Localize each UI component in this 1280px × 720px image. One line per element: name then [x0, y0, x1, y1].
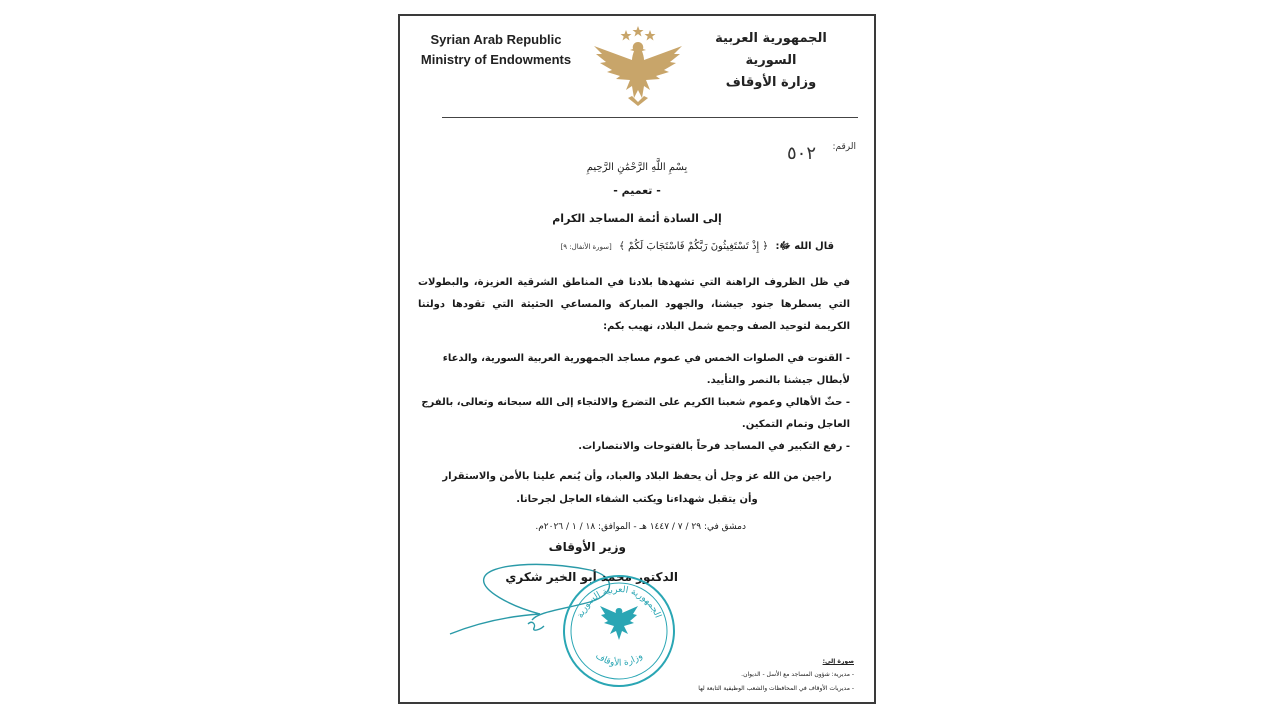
header-divider	[442, 117, 858, 118]
header-en-country: Syrian Arab Republic	[430, 32, 562, 47]
header-english	[416, 30, 576, 70]
addressee: إلى السادة أئمة المساجد الكرام	[552, 212, 722, 225]
verse-intro: قال الله ﷻ:	[775, 241, 834, 252]
minister-title: وزير الأوقاف	[548, 540, 626, 554]
svg-text:وزارة الأوقاف: وزارة الأوقاف	[593, 651, 645, 669]
quran-verse	[414, 240, 834, 254]
basmala: بِسْمِ اللَّهِ الرَّحْمَٰنِ الرَّحِيمِ	[586, 162, 688, 173]
header-ar-country: الجمهورية العربية السورية	[715, 31, 827, 68]
closing-line-1: راجين من الله عز وجل أن يحفظ البلاد والعباد، وأن يُنعم علينا بالأمن والاستقرار	[442, 471, 832, 482]
header-ar-ministry: وزارة الأوقاف	[725, 75, 817, 90]
svg-text:الجمهورية العربية السورية: الجمهورية العربية السورية	[575, 584, 663, 620]
header-en-ministry: Ministry of Endowments	[420, 52, 572, 67]
document-page	[398, 14, 876, 704]
instruction-item-2: - حثّ الأهالي وعموم شعبنا الكريم على التضرع والالتجاء إلى الله سبحانه وتعالى، بالفرج العاجل وتمام التمكين.	[421, 397, 850, 430]
closing-line-2: وأن يتقبل شهداءنا ويكتب الشفاء العاجل لجرحانا.	[516, 494, 758, 505]
instruction-item-3: - رفع التكبير في المساجد فرحاً بالفتوحات والانتصارات.	[578, 441, 850, 452]
reference-label: الرقم:	[832, 142, 856, 152]
copies-title: صورة إلى:	[822, 658, 854, 665]
copy-line-1: - مديرية: شؤون المساجد مع الأسل - الديوان.	[741, 671, 854, 678]
reference-number: ٥٠٢	[786, 143, 816, 164]
copy-line-2: - مديريات الأوقاف في المحافظات والشعب الوظيفية التابعة لها	[698, 685, 854, 692]
header-arabic	[696, 28, 846, 94]
official-stamp-icon	[560, 572, 678, 690]
verse-quote: ﴿ إِذْ تَسْتَغِيثُونَ رَبَّكُمْ فَاسْتَجَابَ لَكُمْ ﴾	[618, 241, 769, 252]
eagle-emblem-icon	[590, 24, 686, 110]
instruction-item-1: - القنوت في الصلوات الخمس في عموم مساجد الجمهورية العربية السورية، والدعاء لأبطال جيشنا بالنصر والتأييد.	[442, 353, 850, 386]
verse-source: [سورة الأنفال: ٩]	[560, 243, 612, 251]
circular-title: - تعميم -	[613, 184, 661, 197]
body-paragraph: في ظل الظروف الراهنة التي تشهدها بلادنا في المناطق الشرقية العزيزة، والبطولات التي يسطرها جنود جيشنا، والجهود المباركة والمساعي الحثيثة التي تقودها دولتنا الكريمة لتوحيد الصف وجمع شمل البلاد، نهيب بكم:	[418, 277, 850, 332]
minister-name: الدكتور محمد أبو الخير شكري	[505, 570, 678, 584]
dateline: دمشق في: ٢٩ / ٧ / ١٤٤٧ هـ - الموافق: ١٨ / ١ / ٢٠٢٦م.	[535, 522, 746, 532]
